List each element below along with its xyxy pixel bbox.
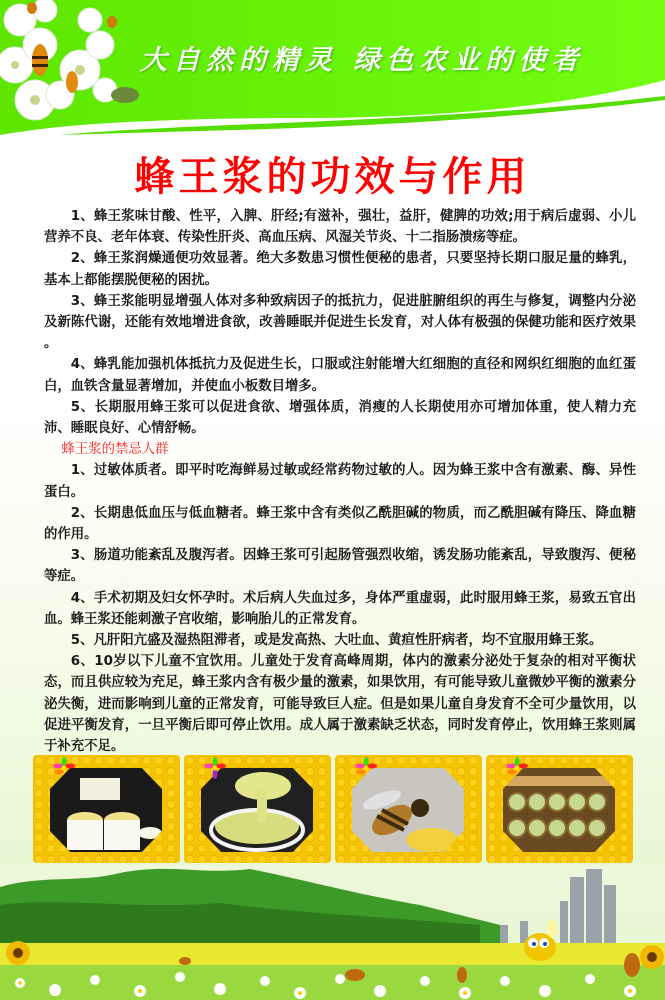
page-title: 蜂王浆的功效与作用 <box>134 153 531 200</box>
gallery-cell-queen-cells <box>486 755 633 863</box>
photo-gallery <box>33 755 633 863</box>
royal-jelly-spoon-image <box>201 768 313 852</box>
royal-jelly-jars-image <box>50 768 162 852</box>
benefit-5: 5、长期服用蜂王浆可以促进食欲、增强体质，消瘦的人长期使用亦可增加体重，使人精力充沛、睡眠良好、心情舒畅。 <box>44 399 636 437</box>
article-body <box>44 206 636 757</box>
pear-blossom-with-bees-decoration <box>0 0 150 125</box>
contraindication-3: 3、肠道功能紊乱及腹泻者。因蜂王浆可引起肠管强烈收缩，诱发肠功能紊乱，导致腹泻、便秘等症。 <box>44 548 636 585</box>
contraindications-heading: 蜂王浆的禁忌人群 <box>61 442 169 458</box>
benefit-2: 2、蜂王浆润燥通便功效显著。绝大多数患习惯性便秘的患者，只要坚持长期口服足量的蜂乳，基本上都能摆脱便秘的困扰。 <box>44 251 636 288</box>
bee-closeup-image <box>352 768 464 852</box>
contraindication-1: 1、过敏体质者。即平时吃海鲜易过敏或经常药物过敏的人。因为蜂王浆中含有激素、酶、异性蛋白。 <box>44 463 636 500</box>
contraindication-5: 5、凡肝阳亢盛及湿热阻滞者，或是发高热、大吐血、黄疸性肝病者，均不宜服用蜂王浆。 <box>70 633 603 649</box>
queen-cells-image <box>503 768 615 852</box>
landscape-with-flowers-and-bees <box>0 865 665 1000</box>
flower-icon <box>355 757 377 779</box>
gallery-cell-royal-jelly-spoon <box>184 755 331 863</box>
flower-icon <box>53 757 75 779</box>
header-banner <box>0 0 665 135</box>
contraindication-2: 2、长期患低血压与低血糖者。蜂王浆中含有类似乙酰胆碱的物质，而乙酰胆碱有降压、降血糖的作用。 <box>44 505 636 543</box>
benefit-3: 3、蜂王浆能明显增强人体对多种致病因子的抵抗力，促进脏腑组织的再生与修复，调整内分泌及新陈代谢，还能有效地增进食欲，改善睡眠并促进生长发育，对人体有极强的保健功能和医疗效果 。 <box>44 293 636 352</box>
gallery-cell-bee-closeup <box>335 755 482 863</box>
benefit-1: 1、蜂王浆味甘酸、性平，入脾、肝经;有滋补，强壮，益肝，健脾的功效;用于病后虚弱、小儿营养不良、老年体衰、传染性肝炎、高血压病、风湿关节炎、十二指肠溃疡等症。 <box>44 209 636 246</box>
slogan: 大自然的精灵 绿色农业的使者 <box>140 45 585 76</box>
contraindication-4: 4、手术初期及妇女怀孕时。术后病人失血过多，身体严重虚弱，此时服用蜂王浆，易致五官出血。蜂王浆还能刺激子宫收缩，影响胎儿的正常发育。 <box>44 590 636 627</box>
flower-icon <box>204 757 226 779</box>
gallery-cell-royal-jelly-jars <box>33 755 180 863</box>
flower-icon <box>506 757 528 779</box>
contraindication-6: 6、10岁以下儿童不宜饮用。儿童处于发育高峰周期，体内的激素分泌处于复杂的相对平衡状态，而且供应较为充足，蜂王浆内含有极少量的激素，如果饮用，有可能导致儿童微妙平衡的激素分泌失衡，进而影响到儿童的正常发育，可能导致巨人症。但是如果儿童自身发育不全可少量饮用，以促进平衡发育，一旦平衡后即可停止饮用。成人属于激素缺乏状态，同时发育停止，饮用蜂王浆则属于补充不足。 <box>44 654 636 755</box>
benefit-4: 4、蜂乳能加强机体抵抗力及促进生长，口服或注射能增大红细胞的直径和网织红细胞的血红蛋白，血铁含量显著增加，并使血小板数目增多。 <box>44 357 636 394</box>
